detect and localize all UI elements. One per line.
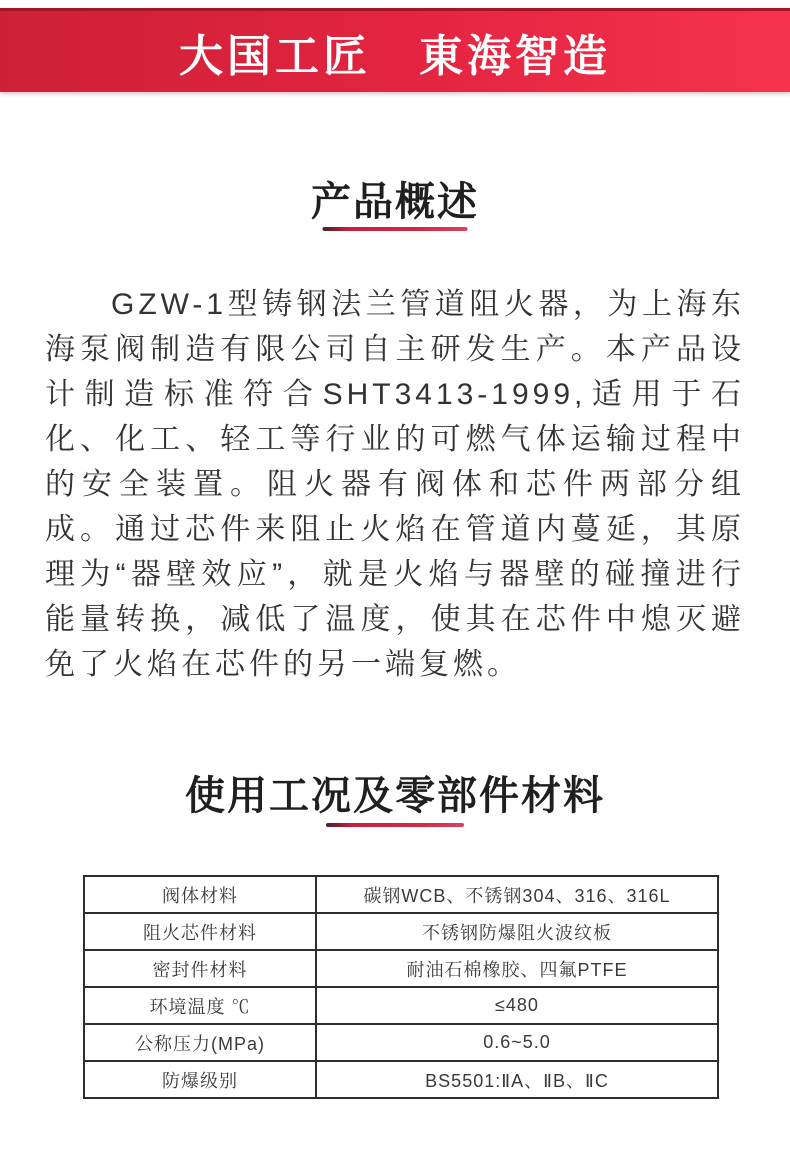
title-underline-accent: [326, 823, 464, 827]
spec-label-cell: 阻火芯件材料: [84, 913, 316, 950]
brand-banner-title: 大国工匠 東海智造: [179, 31, 611, 81]
spec-value-cell: ≤480: [316, 987, 718, 1024]
spec-value-cell: 碳钢WCB、不锈钢304、316、316L: [316, 876, 718, 913]
title-underline-accent: [323, 227, 468, 231]
table-row: [84, 1024, 718, 1061]
table-row: [84, 1061, 718, 1098]
spec-value-cell: BS5501:ⅡA、ⅡB、ⅡC: [316, 1061, 718, 1098]
spec-value-cell: 耐油石棉橡胶、四氟PTFE: [316, 950, 718, 987]
spec-label-cell: 密封件材料: [84, 950, 316, 987]
table-row: [84, 987, 718, 1024]
spec-value-cell: 不锈钢防爆阻火波纹板: [316, 913, 718, 950]
specs-table: [83, 875, 719, 1099]
table-row: [84, 950, 718, 987]
spec-label-cell: 环境温度 ℃: [84, 987, 316, 1024]
section-title-materials: 使用工况及零部件材料: [185, 774, 605, 818]
spec-label-cell: 公称压力(MPa): [84, 1024, 316, 1061]
spec-label-cell: 防爆级别: [84, 1061, 316, 1098]
product-description-paragraph: GZW-1型铸钢法兰管道阻火器，为上海东海泵阀制造有限公司自主研发生产。本产品设计制造标准符合SHT3413-1999,适用于石化、化工、轻工等行业的可燃气体运输过程中的安全装置。阻火器有阀体和芯件两部分组成。通过芯件来阻止火焰在管道内蔓延，其原理为“器壁效应”，就是火焰与器壁的碰撞进行能量转换，减低了温度，使其在芯件中熄灭避免了火焰在芯件的另一端复燃。: [45, 288, 745, 681]
section-title-product-overview: 产品概述: [311, 180, 479, 224]
table-row: [84, 876, 718, 913]
table-row: [84, 913, 718, 950]
spec-value-cell: 0.6~5.0: [316, 1024, 718, 1061]
brand-banner: [0, 8, 790, 92]
spec-label-cell: 阀体材料: [84, 876, 316, 913]
